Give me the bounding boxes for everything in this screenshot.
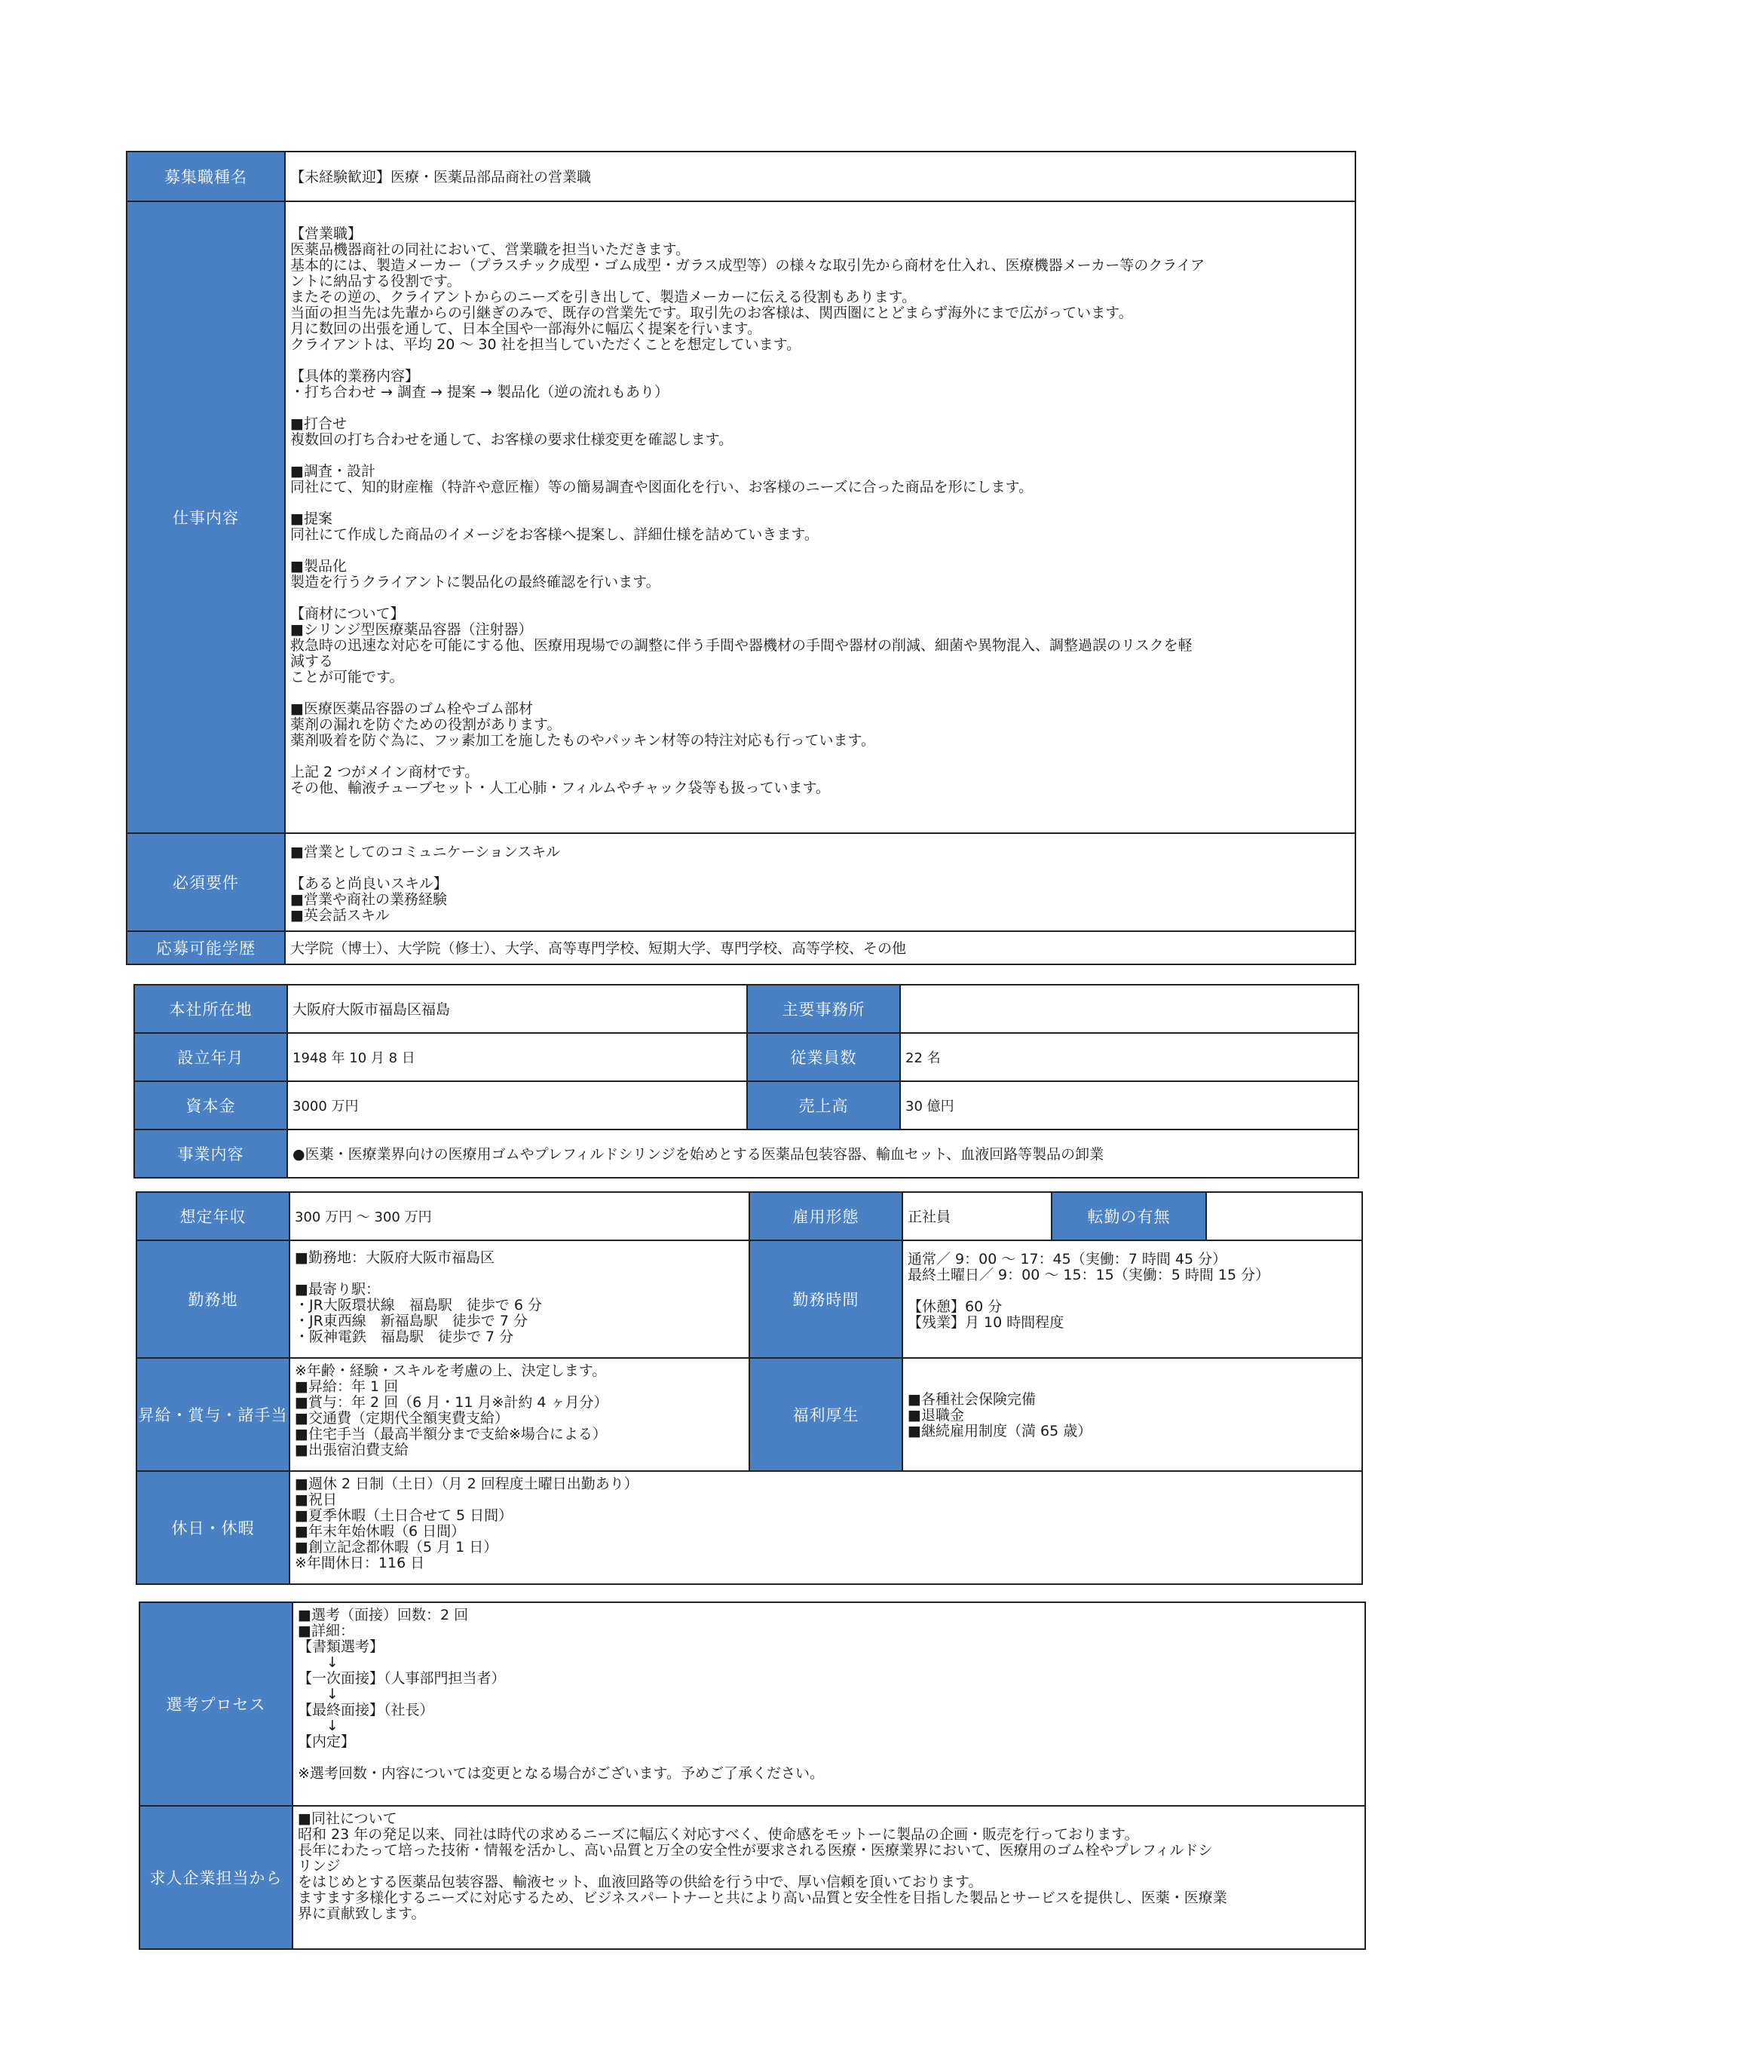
employees-label [747, 1033, 900, 1081]
holiday-label-text: 休日・休暇 [171, 1519, 255, 1537]
location-value [289, 1240, 749, 1358]
text-line: 医薬品機器商社の同社において、営業職を担当いただきます。 [290, 241, 691, 258]
employment-label [749, 1192, 902, 1240]
text-line: ■祝日 [295, 1491, 337, 1508]
text-line: 長年にわたって培った技術・情報を活かし、高い品質と万全の安全性が要求される医療・医療業界において、医療用のゴム栓やプレフィルドシ [298, 1842, 1213, 1859]
text-line: ※選考回数・内容については変更となる場合がございます。予めご了承ください。 [298, 1765, 825, 1782]
capital-value: 3000 万円 [287, 1081, 747, 1129]
text-line: ■詳細： [298, 1623, 354, 1639]
employment-value: 正社員 [902, 1192, 1052, 1240]
text-line [290, 685, 1352, 701]
text-line: ■賞与：年 2 回（6 月・11 月※計約 4 ヶ月分） [295, 1394, 608, 1411]
text-line: ■退職金 [908, 1406, 964, 1424]
text-line: ■調査・設計 [290, 463, 375, 480]
pay-lines [295, 1363, 746, 1458]
text-line: ※年間休日：116 日 [295, 1555, 425, 1571]
process-label [139, 1602, 292, 1806]
duties-label [127, 201, 285, 833]
text-line: ■シリンジ型医療薬品容器（注射器） [290, 621, 533, 638]
text-line: をはじめとする医薬品包装容器、輸液セット、血液回路等の供給を行う中で、厚い信頼を頂いております。 [298, 1874, 983, 1890]
text-line: ントに納品する役割です。 [290, 273, 461, 290]
requirements-label [127, 833, 285, 931]
employees-label-text: 従業員数 [790, 1049, 857, 1067]
message-lines [298, 1811, 1361, 1922]
sales-value: 30 億円 [900, 1081, 1358, 1129]
text-line [290, 353, 1352, 369]
text-line: ※年齢・経験・スキルを考慮の上、決定します。 [295, 1362, 607, 1379]
text-line: 薬剤の漏れを防ぐための役割があります。 [290, 716, 562, 733]
text-line: 月に数回の出張を通して、日本全国や一部海外に幅広く提案を行います。 [290, 320, 762, 337]
text-line: ・JR大阪環状線 福島駅 徒歩で 6 分 [295, 1297, 542, 1313]
text-line: 【一次面接】（人事部門担当者） [298, 1670, 506, 1687]
text-line: ・阪神電鉄 福島駅 徒歩で 7 分 [295, 1329, 514, 1345]
text-line: 同社にて作成した商品のイメージをお客様へ提案し、詳細仕様を詰めていきます。 [290, 526, 819, 543]
text-line: 【休憩】60 分 [908, 1298, 1003, 1315]
text-line: 昭和 23 年の発足以来、同社は時代の求めるニーズに幅広く対応すべく、使命感をモットーに製品の企画・販売を行っております。 [298, 1826, 1139, 1843]
office-label [747, 985, 900, 1033]
holiday-label [136, 1471, 289, 1584]
text-line: 複数回の打ち合わせを通して、お客様の要求仕様変更を確認します。 [290, 431, 733, 448]
founded-label [134, 1033, 287, 1081]
text-line: クライアントは、平均 20 ～ 30 社を担当していただくことを想定しています。 [290, 336, 801, 353]
text-line [290, 749, 1352, 765]
text-line: ↓ [298, 1718, 338, 1734]
welfare-value [902, 1358, 1362, 1471]
text-line: ■打合せ [290, 415, 347, 432]
requirements-value [285, 833, 1355, 931]
message-value [292, 1806, 1365, 1949]
pay-value [289, 1358, 749, 1471]
hours-label-text: 勤務時間 [792, 1291, 859, 1309]
selection-table [139, 1602, 1366, 1950]
text-line: ■製品化 [290, 558, 347, 575]
education-label-text: 応募可能学歴 [156, 939, 256, 958]
sales-label [747, 1081, 900, 1129]
text-line: ↓ [298, 1686, 338, 1703]
capital-label [134, 1081, 287, 1129]
holiday-lines [295, 1476, 1358, 1571]
text-line: ■交通費（定期代全額実費支給） [295, 1410, 509, 1427]
company-info-table [133, 984, 1359, 1179]
conditions-table [136, 1191, 1363, 1585]
text-line: ことが可能です。 [290, 669, 404, 685]
text-line: ■営業や商社の業務経験 [290, 891, 447, 908]
text-line: 基本的には、製造メーカー（プラスチック成型・ゴム成型・ガラス成型等）の様々な取引先から商材を仕入れ、医療機器メーカー等のクライア [290, 257, 1205, 274]
welfare-lines [908, 1392, 1358, 1439]
text-line: 【書類選考】 [298, 1638, 384, 1655]
text-line [290, 495, 1352, 511]
requirements-lines [290, 844, 1352, 924]
salary-label [136, 1192, 289, 1240]
text-line: ■勤務地：大阪府大阪市福島区 [295, 1249, 495, 1266]
text-line [298, 1750, 1361, 1766]
text-line: 界に貢献致します。 [298, 1905, 426, 1922]
message-label-text: 求人企業担当から [149, 1869, 283, 1887]
text-line [290, 860, 1352, 876]
salary-label-text: 想定年収 [179, 1208, 247, 1226]
text-line: ■継続雇用制度（満 65 歳） [908, 1422, 1092, 1439]
text-line: 【具体的業務内容】 [290, 368, 420, 385]
text-line [290, 400, 1352, 416]
text-line: ・打ち合わせ → 調査 → 提案 → 製品化（逆の流れもあり） [290, 384, 669, 400]
hours-label [749, 1240, 902, 1358]
duties-label-text: 仕事内容 [173, 509, 239, 527]
process-label-text: 選考プロセス [166, 1696, 266, 1714]
message-label [139, 1806, 292, 1949]
text-line: 【商材について】 [290, 605, 405, 622]
text-line: 【営業職】 [290, 225, 363, 242]
text-line: 減する [290, 653, 334, 670]
text-line: ■週休 2 日制（土日）（月 2 回程度土曜日出勤あり） [295, 1476, 639, 1492]
job-title-label-text: 募集職種名 [164, 168, 247, 186]
transfer-label-text: 転勤の有無 [1087, 1208, 1171, 1226]
transfer-label [1052, 1192, 1206, 1240]
text-line: ■住宅手当（最高半額分まで支給※場合による） [295, 1426, 607, 1442]
text-line: ■医療医薬品容器のゴム栓やゴム部材 [290, 700, 533, 717]
text-line: ■各種社会保険完備 [908, 1390, 1036, 1408]
text-line [290, 543, 1352, 559]
hq-value: 大阪府大阪市福島区福島 [287, 985, 747, 1033]
salary-value: 300 万円 ～ 300 万円 [289, 1192, 749, 1240]
text-line: またその逆の、クライアントからのニーズを引き出して、製造メーカーに伝える役割もあります。 [290, 289, 917, 305]
text-line: ■昇給：年 1 回 [295, 1378, 399, 1395]
process-value [292, 1602, 1365, 1806]
job-info-table [126, 151, 1356, 965]
text-line: ■出張宿泊費支給 [295, 1442, 409, 1458]
hours-value [902, 1240, 1362, 1358]
text-line: ■年末年始休暇（6 日間） [295, 1523, 466, 1540]
text-line: 製造を行うクライアントに製品化の最終確認を行います。 [290, 574, 660, 590]
text-line: 最終土曜日／ 9：00 ～ 15：15（実働：5 時間 15 分） [908, 1267, 1270, 1283]
business-label [134, 1129, 287, 1178]
text-line: 【最終面接】（社長） [298, 1702, 434, 1718]
process-lines [298, 1608, 1361, 1782]
location-label [136, 1240, 289, 1358]
job-title-label [127, 152, 285, 201]
employees-value: 22 名 [900, 1033, 1358, 1081]
text-line [290, 590, 1352, 606]
office-label-text: 主要事務所 [782, 1001, 865, 1019]
text-line: ■夏季休暇（土日合せて 5 日間） [295, 1507, 513, 1524]
duties-lines [290, 226, 1352, 796]
text-line: ■最寄り駅： [295, 1281, 380, 1298]
text-line: ・JR東西線 新福島駅 徒歩で 7 分 [295, 1313, 528, 1329]
requirements-label-text: 必須要件 [173, 874, 239, 892]
text-line: 同社にて、知的財産権（特許や意匠権）等の簡易調査や図面化を行い、お客様のニーズに合った商品を形にします。 [290, 479, 1034, 495]
employment-label-text: 雇用形態 [792, 1208, 859, 1226]
welfare-label [749, 1358, 902, 1471]
capital-label-text: 資本金 [185, 1097, 236, 1115]
location-label-text: 勤務地 [188, 1291, 238, 1309]
transfer-value [1206, 1192, 1362, 1240]
location-lines [295, 1250, 746, 1345]
founded-value: 1948 年 10 月 8 日 [287, 1033, 747, 1081]
business-label-text: 事業内容 [177, 1145, 244, 1163]
text-line: ■営業としてのコミュニケーションスキル [290, 844, 561, 860]
text-line: ■選考（面接）回数：2 回 [298, 1607, 469, 1623]
text-line: リンジ [298, 1858, 341, 1874]
text-line [290, 448, 1352, 464]
text-line: 【残業】月 10 時間程度 [908, 1314, 1064, 1331]
sales-label-text: 売上高 [798, 1097, 849, 1115]
text-line: 当面の担当先は先輩からの引継ぎのみで、既存の営業先です。取引先のお客様は、関西圏にとどまらず海外にまで広がっています。 [290, 305, 1133, 321]
text-line [908, 1283, 1358, 1299]
text-line: 上記 2 つがメイン商材です。 [290, 764, 479, 780]
welfare-label-text: 福利厚生 [792, 1406, 859, 1424]
duties-value [285, 201, 1355, 833]
text-line: ますます多様化するニーズに対応するため、ビジネスパートナーと共により高い品質と安全性を目指した製品とサービスを提供し、医薬・医療業 [298, 1890, 1227, 1906]
text-line: 【あると尚良いスキル】 [290, 875, 448, 892]
pay-label-text: 昇給・賞与・諸手当 [138, 1406, 288, 1424]
text-line: ■創立記念都休暇（5 月 1 日） [295, 1539, 498, 1556]
text-line [295, 1266, 746, 1282]
hq-label-text: 本社所在地 [169, 1001, 253, 1019]
office-value [900, 985, 1358, 1033]
business-value: ●医薬・医療業界向けの医療用ゴムやプレフィルドシリンジを始めとする医薬品包装容器、輸血セット、血液回路等製品の卸業 [287, 1129, 1358, 1178]
pay-label [136, 1358, 289, 1471]
job-title-value: 【未経験歓迎】医療・医薬品部品商社の営業職 [285, 152, 1355, 201]
text-line: 救急時の迅速な対応を可能にする他、医療用現場での調整に伴う手間や器機材の手間や器材の削減、細菌や異物混入、調整過誤のリスクを軽 [290, 637, 1193, 654]
hours-lines [908, 1252, 1358, 1331]
founded-label-text: 設立年月 [177, 1049, 244, 1067]
text-line: ■提案 [290, 510, 332, 527]
hq-label [134, 985, 287, 1033]
text-line: 通常／ 9：00 ～ 17：45（実働：7 時間 45 分） [908, 1251, 1227, 1267]
text-line: 【内定】 [298, 1733, 356, 1750]
holiday-value [289, 1471, 1362, 1584]
text-line: 薬剤吸着を防ぐ為に、フッ素加工を施したものやパッキン材等の特注対応も行っています。 [290, 732, 875, 749]
text-line: ■同社について [298, 1810, 397, 1827]
text-line: ■英会話スキル [290, 907, 390, 924]
education-value: 大学院（博士）、大学院（修士）、大学、高等専門学校、短期大学、専門学校、高等学校、その他 [285, 931, 1355, 964]
education-label [127, 931, 285, 964]
text-line: その他、輸液チューブセット・人工心肺・フィルムやチャック袋等も扱っています。 [290, 780, 830, 796]
text-line: ↓ [298, 1654, 338, 1671]
